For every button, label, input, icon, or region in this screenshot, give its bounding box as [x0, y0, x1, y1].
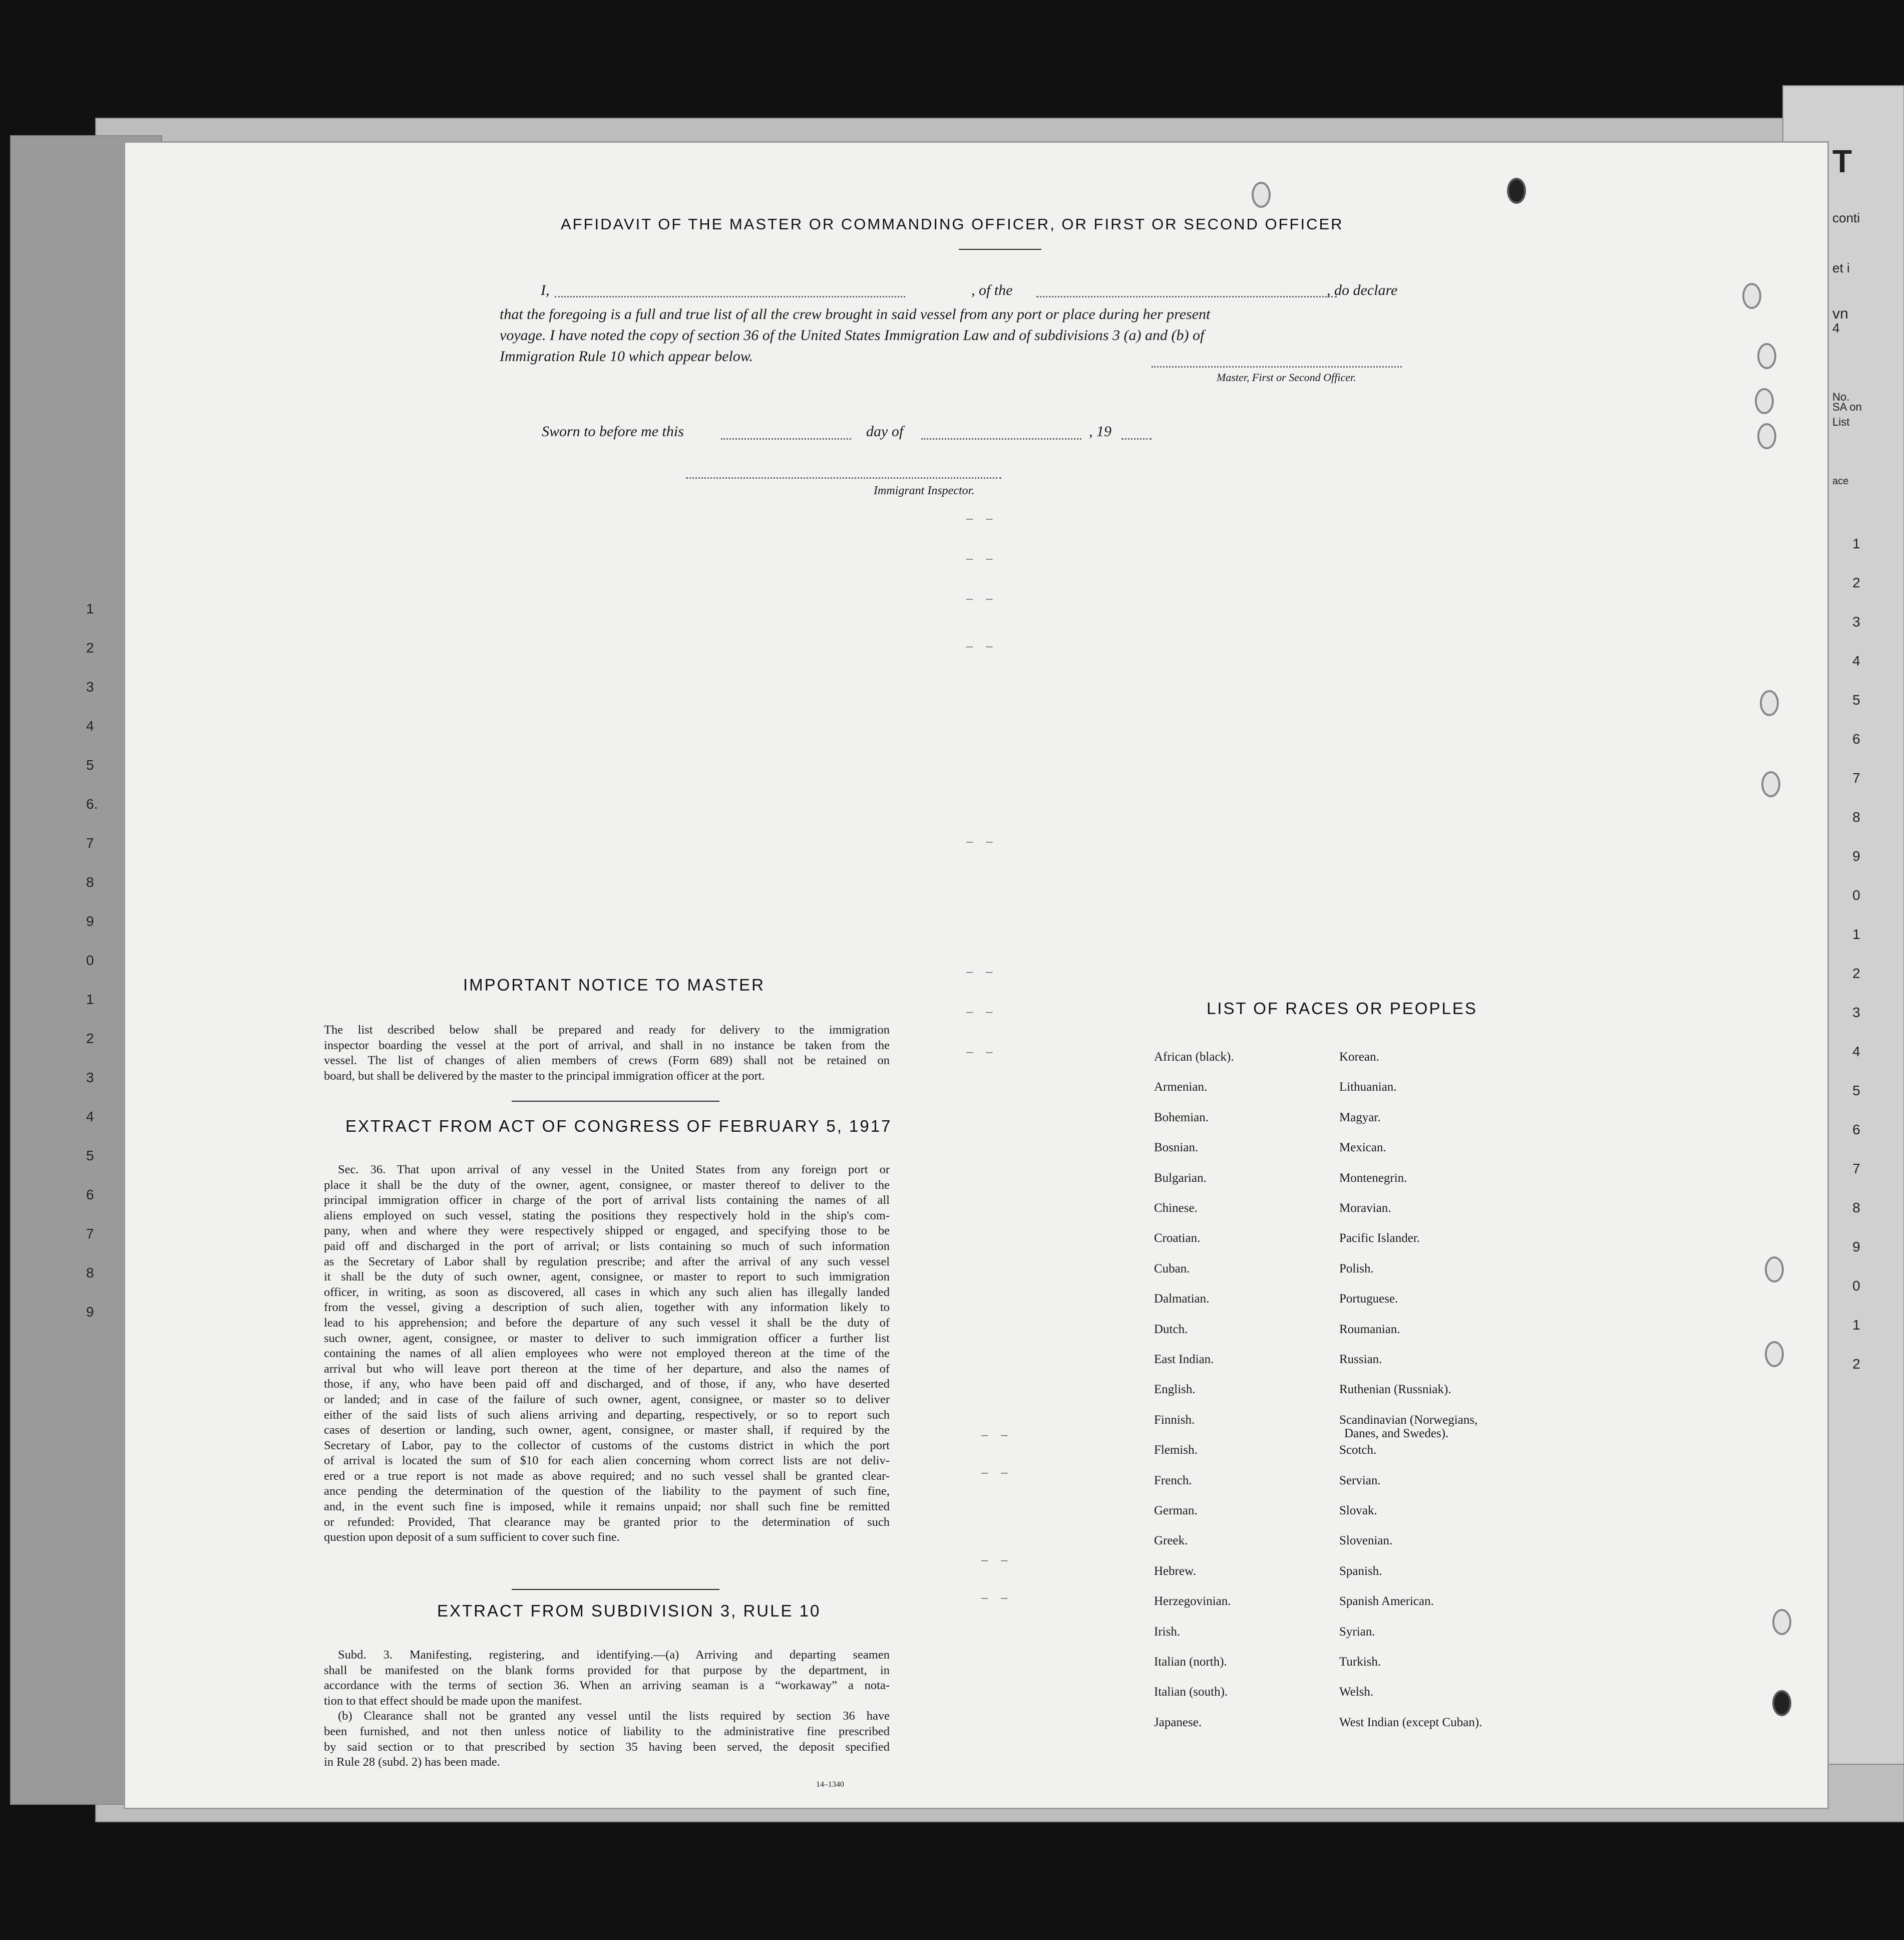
- binder-hole: [1765, 1341, 1784, 1367]
- margin-row-number: 6.: [86, 796, 98, 812]
- dash-mark: – –: [981, 1465, 1013, 1479]
- right-margin-row-number: 2: [1852, 965, 1860, 981]
- race-item: African (black).: [1154, 1050, 1234, 1064]
- dash-mark: – –: [966, 591, 998, 605]
- race-item: Slovak.: [1339, 1504, 1377, 1517]
- right-margin-row-number: 7: [1852, 1161, 1860, 1176]
- binder-hole: [1772, 1609, 1791, 1635]
- paragraph-line: such owner, agent, consignee, or master to deliver to such immigration officer a further list: [324, 1331, 890, 1345]
- paragraph-line: (b) Clearance shall not be granted any vessel until the lists required by section 36 have: [338, 1709, 890, 1723]
- paragraph-line: vessel. The list of changes of alien members of crews (Form 689) shall not be retained on: [324, 1054, 890, 1068]
- race-item: Slovenian.: [1339, 1534, 1393, 1548]
- inspector-signature-field[interactable]: [686, 477, 1001, 479]
- affidavit-do-declare: , do declare: [1327, 282, 1398, 298]
- right-margin-row-number: 5: [1852, 1083, 1860, 1098]
- race-item: English.: [1154, 1383, 1196, 1397]
- margin-row-number: 5: [86, 757, 94, 773]
- right-margin-fragment: et i: [1832, 260, 1850, 275]
- margin-row-number: 8: [86, 1265, 94, 1280]
- paragraph-line: question upon deposit of a sum sufficient to cover such fine.: [324, 1530, 620, 1544]
- paragraph-line: tion to that effect should be made upon the manifest.: [324, 1694, 582, 1708]
- paragraph-line: place it shall be the duty of the owner, agent, consignee, or master thereof to deliver to the: [324, 1178, 890, 1192]
- right-margin-row-number: 6: [1852, 731, 1860, 747]
- races-title: LIST OF RACES OR PEOPLES: [1207, 999, 1477, 1018]
- right-margin-row-number: 9: [1852, 848, 1860, 864]
- dash-mark: – –: [966, 1044, 998, 1059]
- race-item: Portuguese.: [1339, 1292, 1398, 1306]
- right-margin-row-number: 8: [1852, 809, 1860, 825]
- right-margin-row-number: 2: [1852, 575, 1860, 590]
- affidavit-i: I,: [541, 282, 550, 298]
- dash-mark: – –: [981, 1427, 1013, 1442]
- margin-row-number: 2: [86, 1031, 94, 1046]
- margin-row-number: 4: [86, 718, 94, 734]
- vessel-name-field[interactable]: [1036, 296, 1337, 297]
- right-margin-fragment: List: [1832, 416, 1850, 428]
- paragraph-line: either of the said lists of such aliens arriving and departing, respectively, or so to report such: [324, 1408, 890, 1422]
- binder-hole: [1755, 388, 1774, 414]
- race-item: Italian (south).: [1154, 1685, 1228, 1699]
- right-margin-fragment: conti: [1832, 210, 1860, 225]
- paragraph-line: aliens employed on such vessel, stating the positions they respectively hold in the ship's com-: [324, 1208, 890, 1222]
- race-item: Moravian.: [1339, 1201, 1391, 1215]
- paragraph-line: pany, when and where they were respectively shipped or engaged, and specifying those to be: [324, 1224, 890, 1238]
- paragraph-line: ance pending the determination of the question of the liability to the payment of such fine,: [324, 1484, 890, 1498]
- race-item: Flemish.: [1154, 1443, 1198, 1457]
- sworn-month-field[interactable]: [921, 438, 1081, 440]
- right-margin-fragment: vn: [1832, 305, 1848, 322]
- race-item: Dalmatian.: [1154, 1292, 1210, 1306]
- manifest-back-sheet: [125, 143, 1827, 1808]
- paragraph-line: containing the names of all alien employees who were not employed thereon at the time of the: [324, 1347, 890, 1361]
- margin-row-number: 7: [86, 1226, 94, 1241]
- binder-hole: [1765, 1256, 1784, 1282]
- race-item: Korean.: [1339, 1050, 1379, 1064]
- right-margin-row-number: 0: [1852, 887, 1860, 903]
- dash-mark: – –: [966, 638, 998, 653]
- paragraph-line: cases of desertion or landing, such owner, agent, consignee, or master shall, if required by the: [324, 1423, 890, 1437]
- race-item: Montenegrin.: [1339, 1171, 1407, 1185]
- race-item: Lithuanian.: [1339, 1080, 1397, 1094]
- race-item: Irish.: [1154, 1625, 1181, 1639]
- binder-hole: [1761, 771, 1780, 797]
- margin-row-number: 2: [86, 640, 94, 656]
- race-item: Herzegovinian.: [1154, 1594, 1231, 1608]
- notice-paragraph: [324, 1023, 890, 1084]
- race-item: Italian (north).: [1154, 1655, 1227, 1669]
- right-margin-row-number: 8: [1852, 1200, 1860, 1215]
- sworn-year-prefix: , 19: [1089, 423, 1111, 440]
- paragraph-line: accordance with the terms of section 36. When an arriving seaman is a “workaway” a nota-: [324, 1679, 890, 1693]
- sworn-day-field[interactable]: [721, 438, 851, 440]
- affidavit-title: AFFIDAVIT OF THE MASTER OR COMMANDING OFFICER, OR FIRST OR SECOND OFFICER: [561, 215, 1344, 233]
- race-item: Bohemian.: [1154, 1110, 1209, 1124]
- margin-row-number: 0: [86, 952, 94, 968]
- margin-row-number: 9: [86, 1304, 94, 1320]
- race-scandinavian-continued: Danes, and Swedes).: [1344, 1427, 1449, 1440]
- margin-row-number: 7: [86, 835, 94, 851]
- race-item: Scandinavian (Norwegians,: [1339, 1413, 1478, 1427]
- dash-mark: – –: [966, 964, 998, 979]
- right-margin-row-number: 0: [1852, 1278, 1860, 1294]
- right-margin-row-number: 1: [1852, 536, 1860, 551]
- right-margin-row-number: 3: [1852, 614, 1860, 629]
- affidavit-body-line-3: Immigration Rule 10 which appear below.: [500, 348, 753, 365]
- paragraph-line: from the vessel, giving a description of such alien, together with any information likely to: [324, 1301, 890, 1315]
- race-item: Turkish.: [1339, 1655, 1381, 1669]
- race-item: Servian.: [1339, 1473, 1381, 1487]
- right-margin-row-number: 4: [1852, 1044, 1860, 1059]
- form-number: 14–1340: [816, 1780, 844, 1789]
- margin-row-number: 8: [86, 874, 94, 890]
- binder-hole: [1772, 1690, 1791, 1716]
- race-item: Hebrew.: [1154, 1564, 1196, 1578]
- paragraph-line: those, if any, who have been paid off and discharged, and of those, if any, who have deserted: [324, 1377, 890, 1391]
- race-item: West Indian (except Cuban).: [1339, 1715, 1482, 1729]
- act-extract-paragraph: [324, 1162, 890, 1545]
- paragraph-line: or refunded: Provided, That clearance may be granted prior to the determination of such: [324, 1515, 890, 1529]
- race-item: Spanish American.: [1339, 1594, 1434, 1608]
- margin-row-number: 6: [86, 1187, 94, 1202]
- act-rule: [512, 1589, 719, 1590]
- paragraph-line: lead to his apprehension; and before the departure of any such vessel it shall be the duty of: [324, 1316, 890, 1330]
- binder-hole: [1252, 182, 1271, 208]
- affidavit-title-rule: [959, 249, 1041, 250]
- margin-row-number: 3: [86, 1070, 94, 1085]
- race-item: East Indian.: [1154, 1353, 1214, 1366]
- dash-mark: – –: [966, 551, 998, 565]
- sworn-day-of: day of: [866, 423, 904, 440]
- race-item: Armenian.: [1154, 1080, 1208, 1094]
- margin-row-number: 5: [86, 1148, 94, 1163]
- rule-extract-title: EXTRACT FROM SUBDIVISION 3, RULE 10: [437, 1601, 821, 1620]
- act-extract-title: EXTRACT FROM ACT OF CONGRESS OF FEBRUARY 5, 1917: [345, 1117, 892, 1135]
- right-margin-fragment: SA on: [1832, 401, 1862, 413]
- race-item: Bosnian.: [1154, 1141, 1199, 1155]
- rule-extract-paragraph: [324, 1648, 890, 1770]
- notice-rule: [512, 1101, 719, 1102]
- binder-hole: [1757, 343, 1776, 369]
- paragraph-line: of arrival is located the sum of $10 for each alien concerning whom correct lists are not deliv-: [324, 1454, 890, 1468]
- paragraph-line: shall be manifested on the blank forms provided for that purpose by the department, in: [324, 1663, 890, 1677]
- right-margin-row-number: 7: [1852, 770, 1860, 786]
- race-item: Polish.: [1339, 1261, 1374, 1275]
- right-margin-row-number: 4: [1852, 653, 1860, 669]
- paragraph-line: been furnished, and not then unless notice of liability to the administrative fine prescribed: [324, 1724, 890, 1738]
- right-margin-row-number: 3: [1852, 1005, 1860, 1020]
- race-item: Japanese.: [1154, 1715, 1202, 1729]
- right-margin-row-number: 9: [1852, 1239, 1860, 1254]
- right-margin-fragment: ace: [1832, 476, 1849, 487]
- notice-title: IMPORTANT NOTICE TO MASTER: [463, 976, 766, 994]
- officer-name-field[interactable]: [555, 296, 905, 297]
- race-item: Pacific Islander.: [1339, 1231, 1420, 1245]
- race-item: Greek.: [1154, 1534, 1188, 1548]
- race-item: Roumanian.: [1339, 1322, 1400, 1336]
- dash-mark: – –: [981, 1552, 1013, 1567]
- right-margin-fragment: T: [1832, 143, 1852, 179]
- master-signature-caption: Master, First or Second Officer.: [1217, 371, 1356, 384]
- right-margin-fragment: No.: [1832, 391, 1850, 403]
- right-margin-row-number: 6: [1852, 1122, 1860, 1137]
- margin-row-number: 3: [86, 679, 94, 695]
- paragraph-line: Sec. 36. That upon arrival of any vessel in the United States from any foreign port or: [338, 1163, 890, 1176]
- paragraph-line: paid off and discharged in the port of arrival; or lists containing so much of such information: [324, 1239, 890, 1253]
- paragraph-line: by said section or to that prescribed by section 35 having been served, the deposit specified: [324, 1740, 890, 1754]
- dash-mark: – –: [966, 511, 998, 525]
- race-item: Spanish.: [1339, 1564, 1382, 1578]
- margin-row-number: 1: [86, 601, 94, 616]
- dash-mark: – –: [981, 1590, 1013, 1604]
- binder-hole: [1507, 178, 1526, 204]
- margin-row-number: 4: [86, 1109, 94, 1124]
- paragraph-line: principal immigration officer in charge of the port of arrival lists containing the names of all: [324, 1193, 890, 1207]
- right-margin-row-number: 2: [1852, 1356, 1860, 1372]
- paragraph-line: and, in the event such fine is imposed, while it remains unpaid; nor shall such fine be remitted: [324, 1500, 890, 1514]
- paragraph-line: Secretary of Labor, pay to the collector of customs of the customs district in which the port: [324, 1438, 890, 1452]
- sworn-year-field[interactable]: [1121, 438, 1152, 440]
- dash-mark: – –: [966, 1004, 998, 1019]
- affidavit-body-line-2: voyage. I have noted the copy of section 36 of the United States Immigration Law and of subdivisions 3 (a) and (b) of: [500, 327, 1205, 344]
- race-item: Croatian.: [1154, 1231, 1201, 1245]
- sworn-text: Sworn to before me this: [542, 423, 684, 440]
- binder-hole: [1742, 283, 1761, 309]
- race-item: Bulgarian.: [1154, 1171, 1207, 1185]
- race-item: French.: [1154, 1473, 1192, 1487]
- paragraph-line: Subd. 3. Manifesting, registering, and identifying.—(a) Arriving and departing seamen: [338, 1648, 890, 1662]
- race-item: Mexican.: [1339, 1141, 1386, 1155]
- margin-row-number: 1: [86, 992, 94, 1007]
- right-margin-fragment: 4: [1832, 320, 1840, 336]
- paragraph-line: or landed; and in case of the failure of such owner, agent, consignee, or master so to deliver: [324, 1392, 890, 1406]
- paragraph-line: as the Secretary of Labor shall by regulation prescribe; and after the arrival of any such vessel: [324, 1254, 890, 1268]
- race-item: Welsh.: [1339, 1685, 1374, 1699]
- race-item: Dutch.: [1154, 1322, 1188, 1336]
- race-item: Chinese.: [1154, 1201, 1198, 1215]
- affidavit-of-the: , of the: [971, 282, 1013, 298]
- paragraph-line: it shall be the duty of such owner, agent, consignee, or master to report to such immigration: [324, 1270, 890, 1284]
- binder-hole: [1757, 423, 1776, 449]
- margin-row-number: 9: [86, 913, 94, 929]
- paragraph-line: arrival but who will leave port thereon at the time of her departure, and also the names of: [324, 1362, 890, 1376]
- paragraph-line: in Rule 28 (subd. 2) has been made.: [324, 1755, 500, 1769]
- paragraph-line: officer, in writing, as soon as discovered, all cases in which any such alien has illegally landed: [324, 1285, 890, 1299]
- race-item: German.: [1154, 1504, 1198, 1517]
- paragraph-line: board, but shall be delivered by the master to the principal immigration officer at the port.: [324, 1069, 765, 1083]
- master-signature-field[interactable]: [1152, 366, 1402, 368]
- right-margin-row-number: 1: [1852, 926, 1860, 942]
- affidavit-body-line-1: that the foregoing is a full and true list of all the crew brought in said vessel from any port or place during her present: [500, 306, 1211, 322]
- race-item: Cuban.: [1154, 1261, 1190, 1275]
- race-item: Russian.: [1339, 1353, 1382, 1366]
- race-item: Magyar.: [1339, 1110, 1381, 1124]
- paragraph-line: The list described below shall be prepared and ready for delivery to the immigration: [324, 1023, 890, 1037]
- race-item: Ruthenian (Russniak).: [1339, 1383, 1451, 1397]
- race-item: Syrian.: [1339, 1625, 1375, 1639]
- race-item: Finnish.: [1154, 1413, 1195, 1427]
- paragraph-line: ered or a true report is not made as above required; and no such vessel shall be granted clear-: [324, 1469, 890, 1483]
- right-margin-row-number: 5: [1852, 692, 1860, 708]
- right-margin-row-number: 1: [1852, 1317, 1860, 1333]
- binder-hole: [1760, 690, 1779, 716]
- inspector-caption: Immigrant Inspector.: [874, 484, 975, 497]
- paragraph-line: inspector boarding the vessel at the port of arrival, and shall in no instance be taken from the: [324, 1038, 890, 1052]
- dash-mark: – –: [966, 834, 998, 848]
- race-item: Scotch.: [1339, 1443, 1377, 1457]
